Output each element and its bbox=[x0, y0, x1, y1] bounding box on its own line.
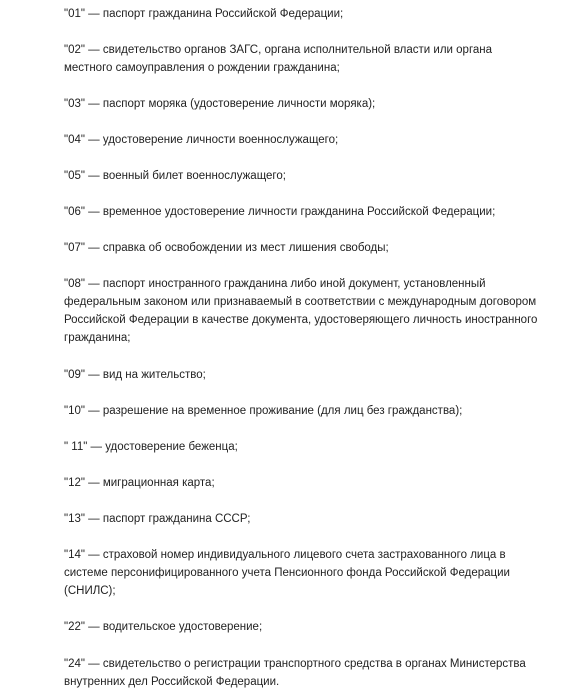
list-item-line: (СНИЛС); bbox=[64, 585, 116, 597]
list-item-line: гражданина; bbox=[64, 332, 131, 344]
list-item bbox=[64, 239, 544, 257]
list-item-line: " 11" — удостоверение беженца; bbox=[64, 441, 238, 453]
list-item bbox=[64, 5, 544, 23]
list-item bbox=[64, 402, 544, 420]
list-item-line: федеральным законом или признаваемый в соответствии с международным договором bbox=[64, 296, 537, 308]
list-item-line: "07" — справка об освобождении из мест лишения свободы; bbox=[64, 242, 389, 254]
list-item-line: "06" — временное удостоверение личности гражданина Российской Федерации; bbox=[64, 206, 496, 218]
list-item bbox=[64, 366, 544, 384]
list-item bbox=[64, 655, 544, 691]
list-item bbox=[64, 546, 544, 600]
list-item-line: "02" — свидетельство органов ЗАГС, органа исполнительной власти или органа bbox=[64, 44, 493, 56]
list-item bbox=[64, 131, 544, 149]
list-item bbox=[64, 510, 544, 528]
list-item bbox=[64, 275, 544, 347]
list-item-line: Российской Федерации в качестве документа, удостоверяющего личность иностранного bbox=[64, 314, 538, 326]
list-item-line: местного самоуправления о рождении гражданина; bbox=[64, 62, 340, 74]
list-item bbox=[64, 167, 544, 185]
list-item-line: "03" — паспорт моряка (удостоверение личности моряка); bbox=[64, 98, 376, 110]
list-item-line: "13" — паспорт гражданина СССР; bbox=[64, 513, 251, 525]
list-item-line: "09" — вид на жительство; bbox=[64, 369, 206, 381]
list-item bbox=[64, 41, 544, 77]
list-item-line: "10" — разрешение на временное проживание (для лиц без гражданства); bbox=[64, 405, 463, 417]
list-item-line: "08" — паспорт иностранного гражданина либо иной документ, установленный bbox=[64, 278, 486, 290]
list-item bbox=[64, 438, 544, 456]
list-item-line: внутренних дел Российской Федерации. bbox=[64, 676, 280, 688]
list-item-line: "22" — водительское удостоверение; bbox=[64, 621, 263, 633]
list-item-line: "14" — страховой номер индивидуального лицевого счета застрахованного лица в bbox=[64, 549, 506, 561]
list-item-line: "24" — свидетельство о регистрации транспортного средства в органах Министерства bbox=[64, 658, 526, 670]
list-item-line: "04" — удостоверение личности военнослужащего; bbox=[64, 134, 339, 146]
list-item bbox=[64, 474, 544, 492]
list-item-line: "12" — миграционная карта; bbox=[64, 477, 215, 489]
list-item bbox=[64, 618, 544, 636]
list-item-line: "01" — паспорт гражданина Российской Федерации; bbox=[64, 8, 344, 20]
list-item-line: "05" — военный билет военнослужащего; bbox=[64, 170, 286, 182]
list-item bbox=[64, 203, 544, 221]
list-item-line: системе персонифицированного учета Пенсионного фонда Российской Федерации bbox=[64, 567, 510, 579]
list-item bbox=[64, 95, 544, 113]
